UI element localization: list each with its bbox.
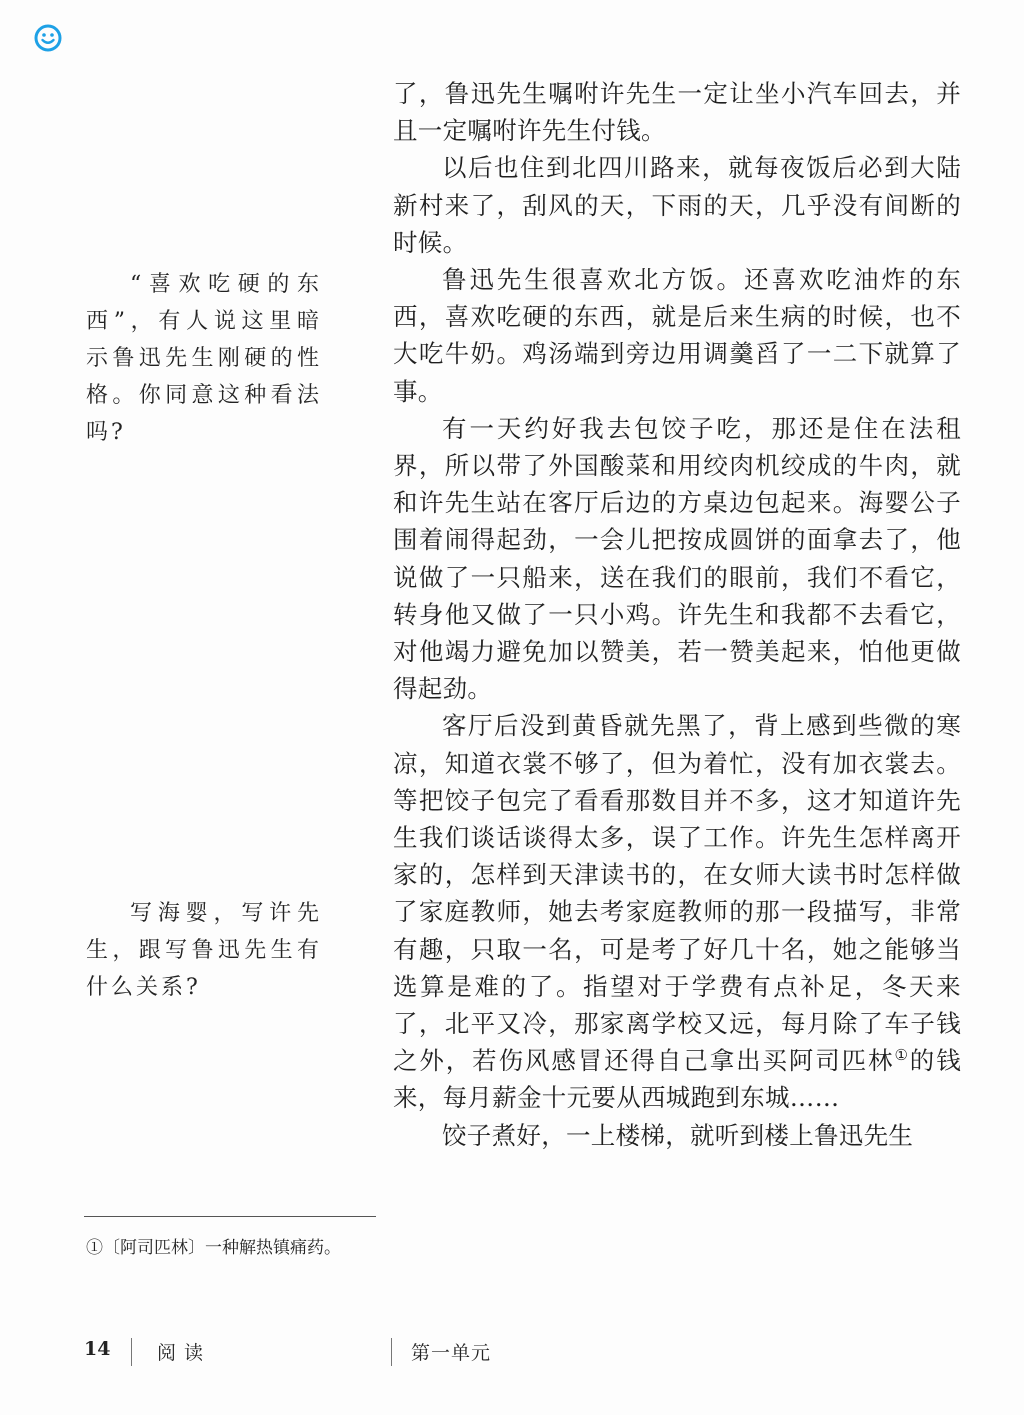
- footnote-divider: [84, 1216, 376, 1217]
- unit-label: 第一单元: [411, 1342, 492, 1364]
- page-footer: [0, 1338, 1024, 1368]
- margin-note: “喜欢吃硬的东西”，有人说这里暗示鲁迅先生刚硬的性格。你同意这种看法吗?: [86, 272, 322, 445]
- paragraph: 饺子煮好，一上楼梯，就听到楼上鲁迅先生: [442, 1120, 914, 1150]
- paragraph-with-footnote: [393, 707, 961, 1116]
- margin-note: 写海婴，写许先生，跟写鲁迅先生有什么关系?: [86, 901, 322, 1000]
- paragraph-text: 客厅后没到黄昏就先黑了，背上感到些微的寒凉，知道衣裳不够了，但为着忙，没有加衣裳去。等把饺子包完了看看那数目并不多，这才知道许先生我们谈话谈得太多，误了工作。许先生怎样离开家的，怎样到天津读书的，在女师大读书时怎样做了家庭教师，她去考家庭教师的那一段描写，非常有趣，只取一名，可是考了好几十名，她之能够当选算是难的了。指望对于学费有点补足，冬天来了，北平又冷，那家离学校又远，每月除了车子钱之外，若伤风感冒还得自己拿出买阿司匹林: [393, 711, 961, 1076]
- smiley-icon: [34, 24, 62, 52]
- paragraph: 以后也住到北四川路来，就每夜饭后必到大陆新村来了，刮风的天，下雨的天，几乎没有间断的时候。: [393, 153, 961, 257]
- paragraph: 鲁迅先生很喜欢北方饭。还喜欢吃油炸的东西，喜欢吃硬的东西，就是后来生病的时候，也不大吃牛奶。鸡汤端到旁边用调羹舀了一二下就算了事。: [393, 265, 961, 406]
- page-number: 14: [84, 1338, 111, 1360]
- paragraph-continuation: 了，鲁迅先生嘱咐许先生一定让坐小汽车回去，并且一定嘱咐许先生付钱。: [393, 79, 961, 146]
- footer-divider: [391, 1338, 392, 1366]
- main-text-column: [393, 75, 961, 1154]
- paragraph-text: 的钱来，每月薪金十元要从西城跑到东城……: [393, 1046, 961, 1113]
- paragraph: 有一天约好我去包饺子吃，那还是住在法租界，所以带了外国酸菜和用绞肉机绞成的牛肉，就和许先生站在客厅后边的方桌边包起来。海婴公子围着闹得起劲，一会儿把按成圆饼的面拿去了，他说做了一只船来，送在我们的眼前，我们不看它，转身他又做了一只小鸡。许先生和我都不去看它，对他竭力避免加以赞美，若一赞美起来，怕他更做得起劲。: [393, 413, 961, 704]
- footnote-reference[interactable]: ①: [894, 1046, 910, 1065]
- footnote: ①〔阿司匹林〕一种解热镇痛药。: [86, 1238, 341, 1258]
- section-label: 阅读: [157, 1342, 212, 1364]
- footer-divider: [131, 1338, 132, 1366]
